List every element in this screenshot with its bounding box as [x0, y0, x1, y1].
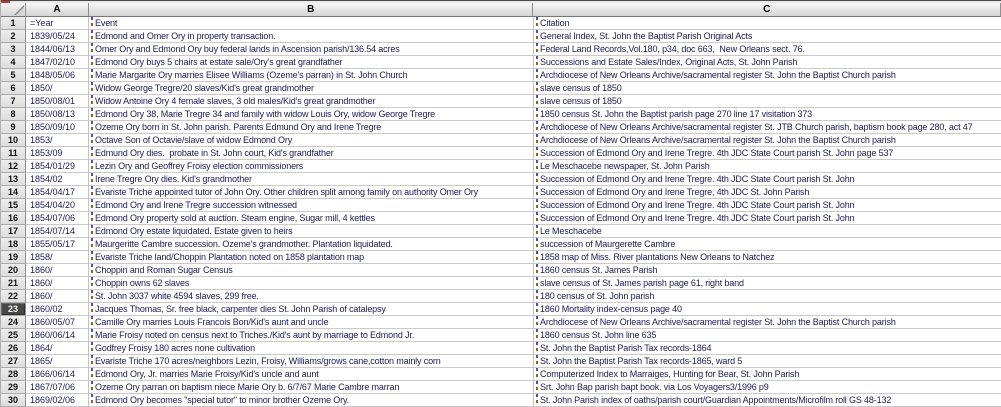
row-number[interactable]: 14: [1, 186, 26, 199]
row-number[interactable]: 8: [1, 108, 26, 121]
cell-citation[interactable]: General Index, St. John the Baptist Parish Original Acts: [534, 30, 1001, 43]
cell-event[interactable]: Edmond Ory becomes "special tutor" to minor brother Ozeme Ory.: [89, 394, 534, 407]
table-row: [1, 69, 1001, 82]
table-row: [1, 277, 1001, 290]
row-number[interactable]: 29: [1, 381, 26, 394]
row-number[interactable]: 20: [1, 264, 26, 277]
cell-event[interactable]: Maurgeritte Cambre succession. Ozeme's grandmother. Plantation liquidated.: [89, 238, 534, 251]
cell-event[interactable]: Marie Froisy noted on census next to Triches./Kid's aunt by marriage to Edmond Jr.: [89, 329, 534, 342]
cell-event[interactable]: St. John 3037 white 4594 slaves, 299 free.: [89, 290, 534, 303]
cell-year[interactable]: =Year: [26, 17, 89, 30]
cell-citation[interactable]: succession of Maurgerette Cambre: [534, 238, 1001, 251]
cell-event[interactable]: Ozeme Ory born in St. John parish. Parents Edmund Ory and Irene Tregre: [89, 121, 534, 134]
table-row: [1, 212, 1001, 225]
cell-year[interactable]: 1848/05/06: [26, 69, 89, 82]
cell-year[interactable]: 1854/02: [26, 173, 89, 186]
cell-citation[interactable]: Computerized Index to Marraiges, Hunting for Bear, St. John Parish: [534, 368, 1001, 381]
cell-year[interactable]: 1850/: [26, 82, 89, 95]
cell-event[interactable]: Edmond Ory and Irene Tregre succession witnessed: [89, 199, 534, 212]
cell-citation[interactable]: Succession of Edmond Ory and Irene Tregre. 4th JDC State Court parish St. John: [534, 212, 1001, 225]
table-row: [1, 316, 1001, 329]
table-row: [1, 43, 1001, 56]
cell-year[interactable]: 1866/06/14: [26, 368, 89, 381]
cell-citation[interactable]: Archdiocese of New Orleans Archive/sacramental register St. John the Baptist Church parish: [534, 69, 1001, 82]
table-row: [1, 303, 1001, 316]
cell-event[interactable]: Ozeme Ory parran on baptism niece Marie Ory b. 6/7/67 Marie Cambre marran: [89, 381, 534, 394]
cell-event[interactable]: Edmond and Omer Ory in property transaction.: [89, 30, 534, 43]
cell-citation[interactable]: slave census of 1850: [534, 95, 1001, 108]
table-row: [1, 290, 1001, 303]
row-number[interactable]: 16: [1, 212, 26, 225]
corner-triangle-icon: [16, 7, 24, 15]
cell-year[interactable]: 1844/06/13: [26, 43, 89, 56]
row-number[interactable]: 12: [1, 160, 26, 173]
cell-year[interactable]: 1869/02/06: [26, 394, 89, 407]
table-row: [1, 108, 1001, 121]
row-number[interactable]: 26: [1, 342, 26, 355]
table-row: [1, 134, 1001, 147]
table-row: [1, 30, 1001, 43]
cell-citation[interactable]: Le Meschacebe: [534, 225, 1001, 238]
cell-citation[interactable]: slave census of 1850: [534, 82, 1001, 95]
cell-citation[interactable]: Archdiocese of New Orleans Archive/sacramental register St. John the Baptist Church parish: [534, 134, 1001, 147]
cell-citation[interactable]: Srt. John Bap parish bapt book. via Los Voyagers3/1996 p9: [534, 381, 1001, 394]
cell-event[interactable]: Edmund Ory dies. probate in St. John court, Kid's grandfather: [89, 147, 534, 160]
table-row: [1, 238, 1001, 251]
cell-event[interactable]: Camille Ory marries Louis Francois Bon/Kid's aunt and uncle: [89, 316, 534, 329]
cell-year[interactable]: 1854/07/14: [26, 225, 89, 238]
row-number[interactable]: 18: [1, 238, 26, 251]
cell-citation[interactable]: 180 census of St. John parish: [534, 290, 1001, 303]
row-number[interactable]: 6: [1, 82, 26, 95]
table-row: [1, 186, 1001, 199]
select-all-corner[interactable]: [1, 3, 26, 17]
cell-year[interactable]: 1854/04/20: [26, 199, 89, 212]
row-number[interactable]: 3: [1, 43, 26, 56]
table-row: [1, 56, 1001, 69]
cell-year[interactable]: 1860/: [26, 277, 89, 290]
cell-citation[interactable]: 1860 Mortality index-census page 40: [534, 303, 1001, 316]
cell-event[interactable]: Lezin Ory and Geoffrey Froisy election commissioners: [89, 160, 534, 173]
cell-year[interactable]: 1854/07/06: [26, 212, 89, 225]
row-number[interactable]: 7: [1, 95, 26, 108]
table-row: [1, 329, 1001, 342]
row-number[interactable]: 19: [1, 251, 26, 264]
cell-year[interactable]: 1854/01/29: [26, 160, 89, 173]
cell-year[interactable]: 1850/08/01: [26, 95, 89, 108]
cell-year[interactable]: 1847/02/10: [26, 56, 89, 69]
column-header-row: [1, 3, 1001, 17]
row-number[interactable]: 22: [1, 290, 26, 303]
cell-citation[interactable]: 1860 census St. John line 635: [534, 329, 1001, 342]
cell-year[interactable]: 1850/09/10: [26, 121, 89, 134]
table-row: [1, 355, 1001, 368]
cell-event[interactable]: Omer Ory and Edmond Ory buy federal lands in Ascension parish/136.54 acres: [89, 43, 534, 56]
table-row: [1, 381, 1001, 394]
cell-event[interactable]: Choppin owns 62 slaves: [89, 277, 534, 290]
cell-citation[interactable]: 1858 map of Miss. River plantations New Orleans to Natchez: [534, 251, 1001, 264]
cell-event[interactable]: Octave Son of Octavie/slave of widow Edmond Ory: [89, 134, 534, 147]
row-number[interactable]: 27: [1, 355, 26, 368]
cell-event[interactable]: Evariste Triche 170 acres/neighbors Lezin, Froisy, Williams/grows cane,cotton mainly corn: [89, 355, 534, 368]
row-number[interactable]: 25: [1, 329, 26, 342]
cell-event[interactable]: Edmond Ory buys 5 chairs at estate sale/Ory's great grandfather: [89, 56, 534, 69]
cell-citation[interactable]: Archdiocese of New Orleans Archive/sacramental register St. John the Baptist Church parish: [534, 316, 1001, 329]
cell-year[interactable]: 1860/: [26, 264, 89, 277]
cell-year[interactable]: 1858/: [26, 251, 89, 264]
cell-year[interactable]: 1860/06/14: [26, 329, 89, 342]
cell-event[interactable]: Jacques Thomas, Sr. free black, carpenter dies St. John Parish of catalepsy: [89, 303, 534, 316]
page-break-line-c: [536, 17, 538, 407]
row-number[interactable]: 9: [1, 121, 26, 134]
table-row: [1, 264, 1001, 277]
cell-citation[interactable]: 1860 census St. James Parish: [534, 264, 1001, 277]
cell-year[interactable]: 1864/: [26, 342, 89, 355]
cell-year[interactable]: 1853/: [26, 134, 89, 147]
table-row: [1, 173, 1001, 186]
cell-citation[interactable]: Succession of Edmond Ory and Irene Tregre. 4th JDC State Court parish St. John: [534, 173, 1001, 186]
cell-citation[interactable]: St. John the Baptist Parish Tax records-1864: [534, 342, 1001, 355]
table-row: [1, 82, 1001, 95]
cell-event[interactable]: Godfrey Froisy 180 acres none cultivation: [89, 342, 534, 355]
table-row: [1, 342, 1001, 355]
cell-year[interactable]: 1853/09: [26, 147, 89, 160]
cell-event[interactable]: Marie Margarite Ory marries Elisee Williams (Ozeme's parran) in St. John Church: [89, 69, 534, 82]
column-header-a[interactable]: A: [26, 3, 89, 17]
row-number[interactable]: 21: [1, 277, 26, 290]
row-number[interactable]: 5: [1, 69, 26, 82]
table-row: [1, 147, 1001, 160]
cell-year[interactable]: 1860/05/07: [26, 316, 89, 329]
cell-citation[interactable]: Federal Land Records,Vol.180, p34, doc 663, New Orleans sect. 76.: [534, 43, 1001, 56]
table-row: [1, 394, 1001, 407]
cell-year[interactable]: 1860/02: [26, 303, 89, 316]
cell-citation[interactable]: Succession of Edmond Ory and Irene Tregre. 4th JDC State Court parish St. John: [534, 199, 1001, 212]
row-number[interactable]: 1: [1, 17, 26, 30]
cell-event[interactable]: Widow George Tregre/20 slaves/Kid's great grandmother: [89, 82, 534, 95]
table-row: [1, 368, 1001, 381]
row-number[interactable]: 4: [1, 56, 26, 69]
table-row: [1, 160, 1001, 173]
cell-event[interactable]: Event: [89, 17, 534, 30]
row-number[interactable]: 23: [1, 303, 26, 316]
column-header-c[interactable]: C: [533, 3, 1001, 17]
cell-event[interactable]: Evariste Triche land/Choppin Plantation noted on 1858 plantation map: [89, 251, 534, 264]
cell-year[interactable]: 1867/07/06: [26, 381, 89, 394]
row-number[interactable]: 30: [1, 394, 26, 407]
cell-event[interactable]: Edmond Ory estate liquidated. Estate given to heirs: [89, 225, 534, 238]
cell-citation[interactable]: Archdiocese of New Orleans Archive/sacramental register St. JTB Church parish, baptism book page 280, act 47: [534, 121, 1001, 134]
cell-event[interactable]: Widow Antoine Ory 4 female slaves, 3 old males/Kid's great grandmother: [89, 95, 534, 108]
cell-year[interactable]: 1854/04/17: [26, 186, 89, 199]
row-number[interactable]: 11: [1, 147, 26, 160]
cell-citation[interactable]: St. John Parish index of oaths/parish court/Guardian Appointments/Microfilm roll GS 48-132: [534, 394, 1001, 407]
row-number[interactable]: 10: [1, 134, 26, 147]
table-row: [1, 95, 1001, 108]
table-row: [1, 199, 1001, 212]
cell-citation[interactable]: slave census of St. James parish page 61, right band: [534, 277, 1001, 290]
cell-citation[interactable]: Citation: [534, 17, 1001, 30]
cell-event[interactable]: Choppin and Roman Sugar Census: [89, 264, 534, 277]
cell-year[interactable]: 1839/05/24: [26, 30, 89, 43]
cell-event[interactable]: Evariste Triche appointed tutor of John Ory. Other children split among family on authority Omer Ory: [89, 186, 534, 199]
cell-year[interactable]: 1850/08/13: [26, 108, 89, 121]
row-number[interactable]: 17: [1, 225, 26, 238]
row-number[interactable]: 2: [1, 30, 26, 43]
table-row: [1, 17, 1001, 30]
cell-citation[interactable]: Successions and Estate Sales/Index, Original Acts, St. John Parish: [534, 56, 1001, 69]
row-number[interactable]: 13: [1, 173, 26, 186]
cell-year[interactable]: 1865/: [26, 355, 89, 368]
cell-year[interactable]: 1860/: [26, 290, 89, 303]
cell-event[interactable]: Edmond Ory property sold at auction. Steam engine, Sugar mill, 4 kettles: [89, 212, 534, 225]
cell-year[interactable]: 1855/05/17: [26, 238, 89, 251]
cell-citation[interactable]: Succession of Edmond Ory and Irene Tregre, 4th JDC St. John Parish: [534, 186, 1001, 199]
table-row: [1, 121, 1001, 134]
cell-citation[interactable]: St. John the Baptist Parish Tax records-1865, ward 5: [534, 355, 1001, 368]
page-break-line-b: [91, 17, 93, 407]
column-header-b[interactable]: B: [89, 3, 534, 17]
row-number[interactable]: 15: [1, 199, 26, 212]
cell-event[interactable]: Edmond Ory 38, Marie Tregre 34 and family with widow Louis Ory, widow George Tregre: [89, 108, 534, 121]
grid-body: [1, 17, 1001, 407]
table-row: [1, 225, 1001, 238]
row-number[interactable]: 24: [1, 316, 26, 329]
cell-event[interactable]: Irene Tregre Ory dies. Kid's grandmother: [89, 173, 534, 186]
table-row: [1, 251, 1001, 264]
cell-event[interactable]: Edmond Ory, Jr. marries Marie Froisy/Kid's uncle and aunt: [89, 368, 534, 381]
cell-citation[interactable]: 1850 census St. John the Baptist parish page 270 line 17 visitation 373: [534, 108, 1001, 121]
cell-citation[interactable]: Succession of Edmond Ory and Irene Tregre. 4th JDC State Court parish St. John page 537: [534, 147, 1001, 160]
row-number[interactable]: 28: [1, 368, 26, 381]
cell-citation[interactable]: Le Meschacebe newspaper, St. John Parish: [534, 160, 1001, 173]
